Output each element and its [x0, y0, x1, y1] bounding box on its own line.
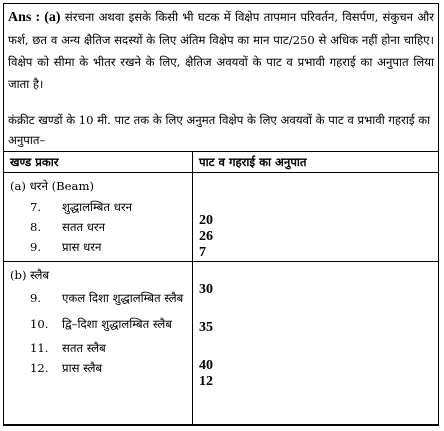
item-label: प्रास स्लैब [62, 361, 103, 375]
header-member-type: खण्ड प्रकार [4, 152, 193, 173]
ratio-value: 7 [199, 245, 206, 260]
item-number: 10. [30, 317, 49, 331]
answer-text: संरचना अथवा इसके किसी भी घटक में विक्षेप तापमान परिवर्तन, विसर्पण, संकुचन और फर्श, छत व अन्य क्षैतिज सदस्यों के लिए अंतिम विक्षेप का मान पाट/250 से अधिक नहीं होना चाहिए। विक्षेप को सीमा के भीतर रखने के लिए, क्षैतिज अवयवों के पाट व प्रभावी गहराई का अनुपात लिया जाता है। [8, 10, 434, 91]
beams-ratio-cell [193, 173, 439, 262]
list-item [10, 338, 186, 358]
item-label: सतत धरन [62, 220, 106, 234]
item-label: सतत स्लैब [62, 341, 106, 355]
answer-prefix: Ans : (a) [8, 10, 61, 25]
slabs-ratio-cell [193, 262, 439, 425]
list-item [10, 288, 186, 308]
list-item [10, 358, 186, 378]
slabs-cell [4, 262, 193, 425]
item-number: 12. [30, 361, 49, 375]
beams-cell [4, 173, 193, 262]
item-number: 9. [30, 240, 42, 254]
group-title-beams: (a) धरने (Beam) [10, 179, 94, 193]
ratio-value: 26 [199, 229, 213, 244]
ratio-value: 12 [199, 374, 213, 389]
item-number: 7. [30, 200, 42, 214]
item-label: शुद्धालम्बित धरन [62, 200, 133, 214]
header-ratio: पाट व गहराई का अनुपात [193, 152, 439, 173]
list-item [10, 237, 186, 257]
item-number: 11. [30, 341, 49, 355]
table-header-row [4, 152, 439, 173]
table-intro: कंक्रीट खण्डों के 10 मी. पाट तक के लिए अनुमत विक्षेप के लिए अवयवों के पाट व प्रभावी गहराई का अनुपात– [8, 113, 431, 147]
ratio-value: 20 [199, 213, 213, 228]
item-label: एकल दिशा शुद्धालम्बित स्लैब [62, 291, 184, 305]
group-title-slabs: (b) स्लैब [10, 268, 50, 282]
answer-paragraph [8, 6, 434, 95]
item-label: प्रास धरन [62, 240, 102, 254]
item-label: द्वि–दिशा शुद्धालम्बित स्लैब [62, 317, 172, 331]
list-item [10, 197, 186, 217]
table-row-slabs [4, 262, 439, 425]
item-number: 9. [30, 291, 42, 305]
ratio-value: 35 [199, 320, 213, 335]
table-row-beams [4, 173, 439, 262]
item-number: 8. [30, 220, 42, 234]
list-item [10, 314, 186, 334]
ratio-table [3, 151, 439, 425]
ratio-value: 30 [199, 282, 213, 297]
list-item [10, 217, 186, 237]
ratio-value: 40 [199, 358, 213, 373]
